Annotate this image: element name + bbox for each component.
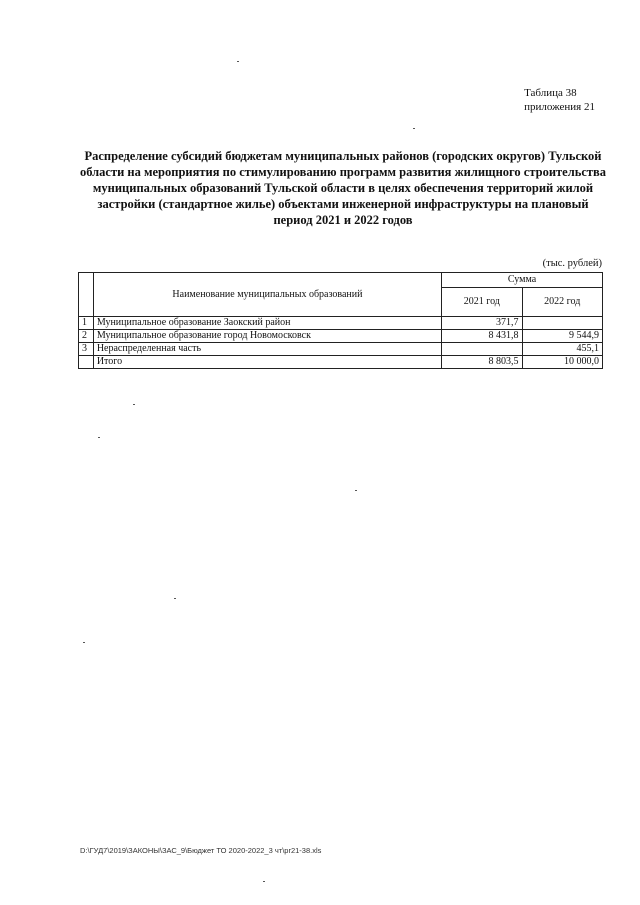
row-name: Нераспределенная часть [93,343,441,356]
total-row [79,356,603,369]
header-num-cell [79,273,94,317]
row-value-2021: 371,7 [442,317,522,330]
scan-speck [174,598,176,599]
scan-speck [98,437,100,438]
total-value-2021: 8 803,5 [442,356,522,369]
table-row [79,317,603,330]
header-year-2021: 2021 год [442,288,522,317]
scan-speck [237,61,239,62]
row-value-2022: 9 544,9 [522,330,602,343]
row-value-2022: 455,1 [522,343,602,356]
subsidy-table [78,272,603,369]
row-value-2021 [442,343,522,356]
total-value-2022: 10 000,0 [522,356,602,369]
table-row [79,343,603,356]
row-name: Муниципальное образование город Новомосковск [93,330,441,343]
header-sum: Сумма [442,273,603,288]
header-year-2022: 2022 год [522,288,602,317]
file-path-footer: D:\ГУД7\2019\ЗАКОНЫ\ЗАС_9\Бюджет ТО 2020-2022_3 чт\pr21-38.xls [80,846,322,855]
scan-speck [263,881,265,882]
row-name: Итого [93,356,441,369]
table-number: Таблица 38 [524,87,577,99]
units-label: (тыс. рублей) [542,258,602,269]
row-value-2022 [522,317,602,330]
document-title: Распределение субсидий бюджетам муниципальных районов (городских округов) Тульской области на мероприятия по стимулированию программ развития жилищного строительства муниципальных образований Тульской области в целях обеспечения территорий жилой застройки (стандартное жилье) объектами инженерной инфраструктуры на плановый период 2021 и 2022 годов [79,149,607,227]
row-name: Муниципальное образование Заокский район [93,317,441,330]
row-number [79,356,94,369]
annex-label [524,86,595,114]
row-number: 1 [79,317,94,330]
row-number: 2 [79,330,94,343]
row-number: 3 [79,343,94,356]
scan-speck [83,642,85,643]
header-name: Наименование муниципальных образований [93,273,441,317]
appendix-number: приложения 21 [524,101,595,113]
scan-speck [355,490,357,491]
scan-speck [413,128,415,129]
table-row [79,330,603,343]
header-row [79,273,603,288]
row-value-2021: 8 431,8 [442,330,522,343]
scan-speck [133,404,135,405]
